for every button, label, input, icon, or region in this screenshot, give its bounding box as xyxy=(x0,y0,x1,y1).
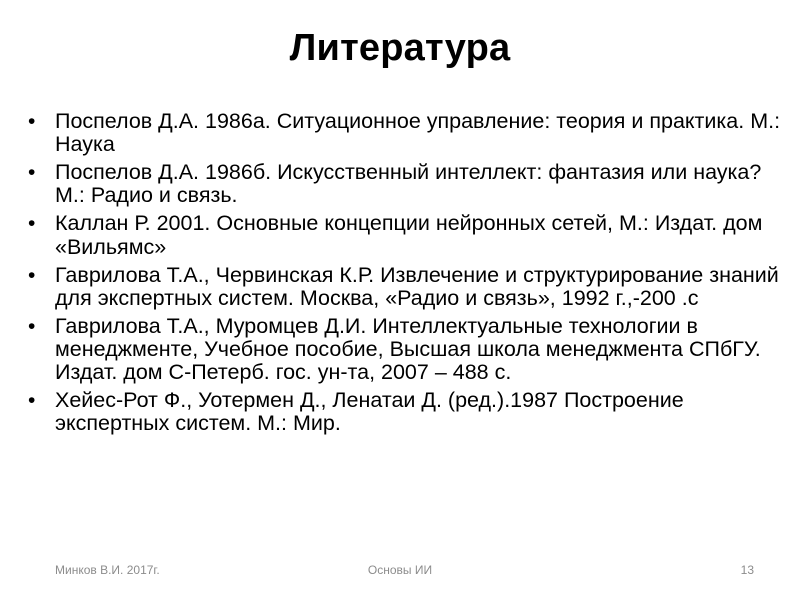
reference-text: Каллан Р. 2001. Основные концепции нейронных сетей, М.: Издат. дом «Вильямс» xyxy=(55,211,763,259)
reference-text: Гаврилова Т.А., Червинская К.Р. Извлечение и структурирование знаний для экспертных систем. Москва, «Радио и связь», 1992 г.,-200 .с xyxy=(55,262,779,310)
reference-list xyxy=(22,110,782,440)
slide-title: Литература xyxy=(289,27,511,69)
reference-item xyxy=(22,110,782,156)
reference-item xyxy=(22,161,782,207)
reference-text: Гаврилова Т.А., Муромцев Д.И. Интеллектуальные технологии в менеджменте, Учебное пособие, Высшая школа менеджмента СПбГУ. Издат. дом С-Петерб. гос. ун-та, 2007 – 488 с. xyxy=(55,313,761,385)
bullet-icon: • xyxy=(28,212,36,236)
bullet-icon: • xyxy=(28,161,36,185)
bullet-icon: • xyxy=(28,110,36,133)
reference-text: Поспелов Д.А. 1986б. Искусственный интеллект: фантазия или наука? М.: Радио и связь. xyxy=(55,160,762,208)
bullet-icon: • xyxy=(28,389,36,413)
reference-item xyxy=(22,389,782,435)
reference-text: Поспелов Д.А. 1986а. Ситуационное управление: теория и практика. М.: Наука xyxy=(55,109,781,157)
footer-course: Основы ИИ xyxy=(367,563,433,577)
reference-text: Хейес-Рот Ф., Уотермен Д., Ленатаи Д. (ред.).1987 Построение экспертных систем. М.: Мир. xyxy=(55,388,684,436)
reference-item xyxy=(22,315,782,385)
reference-item xyxy=(22,212,782,258)
bullet-icon: • xyxy=(28,263,36,287)
footer-author: Минков В.И. 2017г. xyxy=(55,563,160,577)
bullet-icon: • xyxy=(28,314,36,338)
reference-item xyxy=(22,264,782,310)
footer-page-number: 13 xyxy=(740,563,754,577)
